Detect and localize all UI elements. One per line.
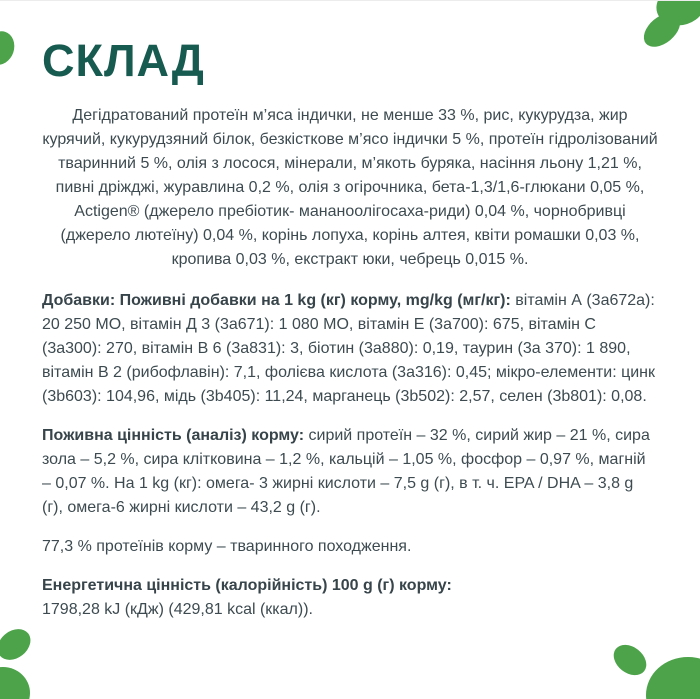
energy-value: 1798,28 kJ (кДж) (429,81 kcal (ккал)). [42,601,313,619]
energy-paragraph [42,574,658,622]
additives-label: Добавки: Поживні добавки на 1 kg (кг) корму, mg/kg (мг/кг): [42,292,511,310]
paw-print-icon [651,0,700,32]
paw-print-icon [0,623,36,666]
composition-content [0,37,700,622]
ingredients-paragraph: Дегідратований протеїн м’яса індички, не менше 33 %, рис, кукурудза, жир курячий, кукурудзяний білок, безкісткове м’ясо індички 5 %, протеїн гідролізований тваринний 5 %, олія з лосося, мінерали, м’якоть буряка, насіння льону 1,21 %, пивні дріжджі, журавлина 0,2 %, олія з огірочника, бета-1,3/1,6-глюкани 0,05 %, Actigen® (джерело пребіотик- мананоолігосаха-риди) 0,04 %, чорнобривці (джерело лютеїну) 0,04 %, корінь лопуха, корінь алтея, квіти ромашки 0,03 %, кропива 0,03 %, екстракт юки, чебрець 0,015 %. [42,107,658,269]
nutrition-text: сирий протеїн – 32 %, сирий жир – 21 %, сира зола – 5,2 %, сира клітковина – 1,2 %, кальцій – 1,05 %, фосфор – 0,97 %, магній – 0,07 %. На 1 kg (кг): омега- 3 жирні кислоти – 7,5 g (г), в т. ч. EPA / DHA – 3,8 g (г), омега-6 жирні кислоти – 43,2 g (г). [42,427,650,517]
paw-print-icon [608,639,652,682]
additives-paragraph [42,289,658,409]
additives-text: вітамін А (3а672а): 20 250 МО, вітамін Д 3 (3а671): 1 080 МО, вітамін Е (3а700): 675, вітамін С (3а300): 270, вітамін В 6 (3а831): 3, біотин (3а880): 0,19, таурин (3а 370): 1 890, вітамін В 2 (рибофлавін): 7,1, фолієва кислота (3а316): 0,45; мікро-елементи: цинк (3b603): 104,96, мідь (3b405): 11,24, марганець (3b502): 2,57, селен (3b801): 0,08. [42,292,656,406]
nutrition-label: Поживна цінність (аналіз) корму: [42,427,305,445]
energy-label: Енергетична цінність (калорійність) 100 g (г) корму: [42,577,452,595]
paw-print-icon [646,657,700,699]
protein-origin-note: 77,3 % протеїнів корму – тваринного походження. [42,538,412,556]
section-title: СКЛАД [42,35,205,86]
nutrition-paragraph [42,424,658,520]
paw-print-icon [0,667,30,699]
